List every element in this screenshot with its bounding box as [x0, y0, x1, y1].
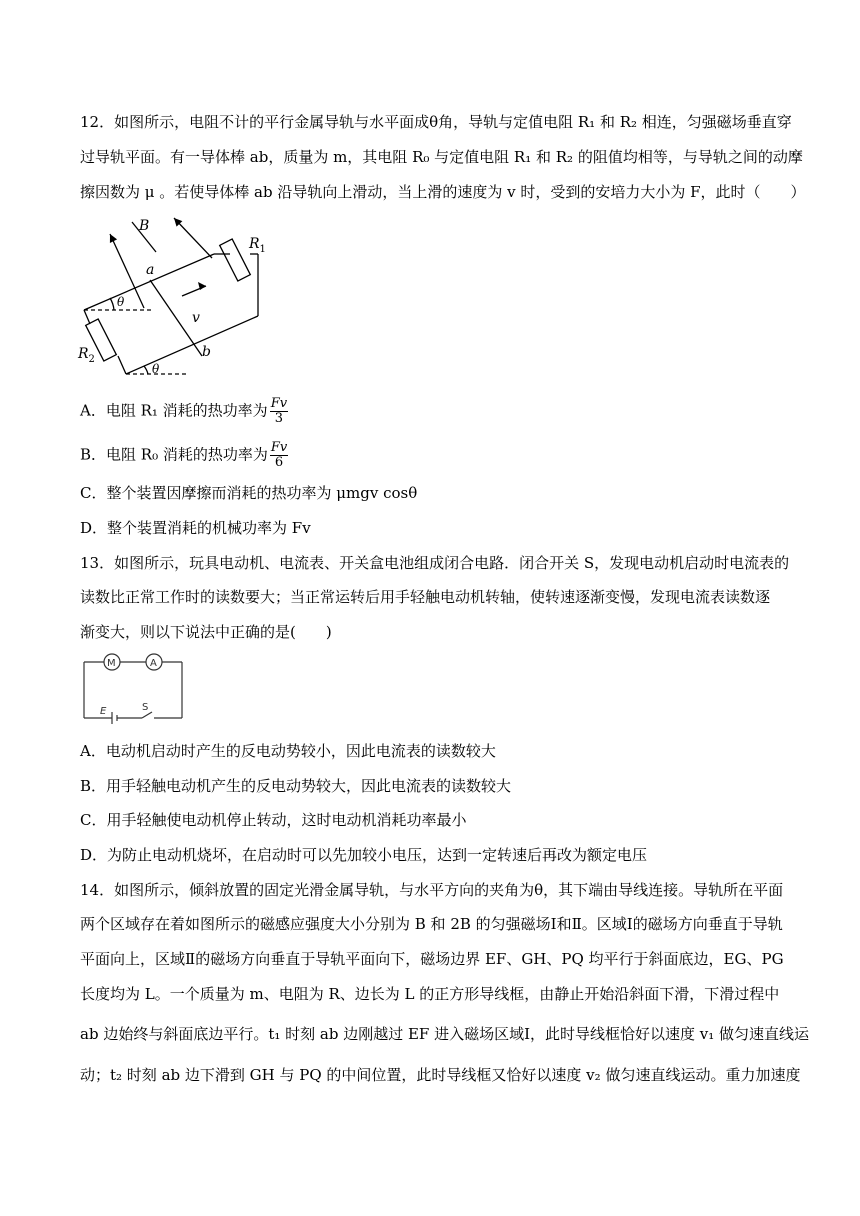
q12-option-a: A．电阻 R₁ 消耗的热功率为 $\frac{Fv}{3}$ — [80, 396, 288, 426]
q12-option-d: D．整个装置消耗的机械功率为 Fv — [80, 519, 311, 537]
switch-label: S — [142, 702, 149, 713]
q12-line-3: 擦因数为 μ 。若使导体棒 ab 沿导轨向上滑动，当上滑的速度为 v 时，受到的安培力大小为 F，此时（ ） — [80, 183, 806, 201]
q14-line-1: 14．如图所示，倾斜放置的固定光滑金属导轨，与水平方向的夹角为θ，其下端由导线连接。导轨所在平面 — [80, 881, 784, 899]
label-v: v — [192, 310, 200, 326]
label-R2: $R_2$ — [78, 346, 95, 365]
q13-option-b: B．用手轻触电动机产生的反电动势较大，因此电流表的读数较大 — [80, 777, 512, 795]
motor-label: M — [107, 658, 116, 669]
q13-line-2: 读数比正常工作时的读数要大；当正常运转后用手轻触电动机转轴，使转速逐渐变慢，发现电流表读数逐 — [80, 588, 771, 606]
battery-label: E — [100, 706, 107, 717]
q12-option-b: B．电阻 R₀ 消耗的热功率为 $\frac{Fv}{6}$ — [80, 440, 288, 470]
q13-line-1: 13．如图所示，玩具电动机、电流表、开关盒电池组成闭合电路．闭合开关 S，发现电动机启动时电流表的 — [80, 554, 790, 572]
q13-option-a: A．电动机启动时产生的反电动势较小，因此电流表的读数较大 — [80, 742, 496, 760]
q12-rail-figure — [74, 216, 270, 382]
fraction-b: $\frac{Fv}{6}$ — [270, 440, 288, 470]
label-B: B — [139, 218, 150, 234]
q14-line-3: 平面向上，区域Ⅱ的磁场方向垂直于导轨平面向下，磁场边界 EF、GH、PQ 均平行于斜面底边，EG、PG — [80, 950, 784, 968]
ammeter-label: A — [150, 658, 157, 669]
label-b: b — [202, 344, 211, 360]
q12-option-c: C．整个装置因摩擦而消耗的热功率为 μmgv cosθ — [80, 484, 418, 502]
q14-line-2: 两个区域存在着如图所示的磁感应强度大小分别为 B 和 2B 的匀强磁场Ⅰ和Ⅱ。区域Ⅰ的磁场方向垂直于导轨 — [80, 915, 783, 933]
q13-option-d: D．为防止电动机烧坏，在启动时可以先加较小电压，达到一定转速后再改为额定电压 — [80, 846, 648, 864]
q13-option-c: C．用手轻触使电动机停止转动，这时电动机消耗功率最小 — [80, 811, 467, 829]
label-a: a — [146, 262, 155, 278]
q14-line-4: 长度均为 L。一个质量为 m、电阻为 R、边长为 L 的正方形导线框，由静止开始沿斜面下滑，下滑过程中 — [80, 985, 780, 1003]
q12-line-2: 过导轨平面。有一导体棒 ab，质量为 m，其电阻 R₀ 与定值电阻 R₁ 和 R₂ 的阻值均相等，与导轨之间的动摩 — [80, 148, 803, 166]
q13-line-3: 渐变大，则以下说法中正确的是( ) — [80, 623, 332, 641]
label-theta-top: θ — [117, 295, 125, 309]
label-theta-bottom: θ — [152, 362, 160, 376]
q13-circuit-figure — [82, 652, 186, 724]
fraction-a: $\frac{Fv}{3}$ — [270, 396, 288, 426]
q14-line-6: 动；t₂ 时刻 ab 边下滑到 GH 与 PQ 的中间位置，此时导线框又恰好以速度 v₂ 做匀速直线运动。重力加速度 — [80, 1066, 801, 1084]
label-R1: $R_1$ — [249, 236, 266, 255]
q12-line-1: 12．如图所示，电阻不计的平行金属导轨与水平面成θ角，导轨与定值电阻 R₁ 和 R₂ 相连，匀强磁场垂直穿 — [80, 113, 792, 131]
q14-line-5: ab 边始终与斜面底边平行。t₁ 时刻 ab 边刚越过 EF 进入磁场区域Ⅰ，此时导线框恰好以速度 v₁ 做匀速直线运 — [80, 1025, 810, 1043]
